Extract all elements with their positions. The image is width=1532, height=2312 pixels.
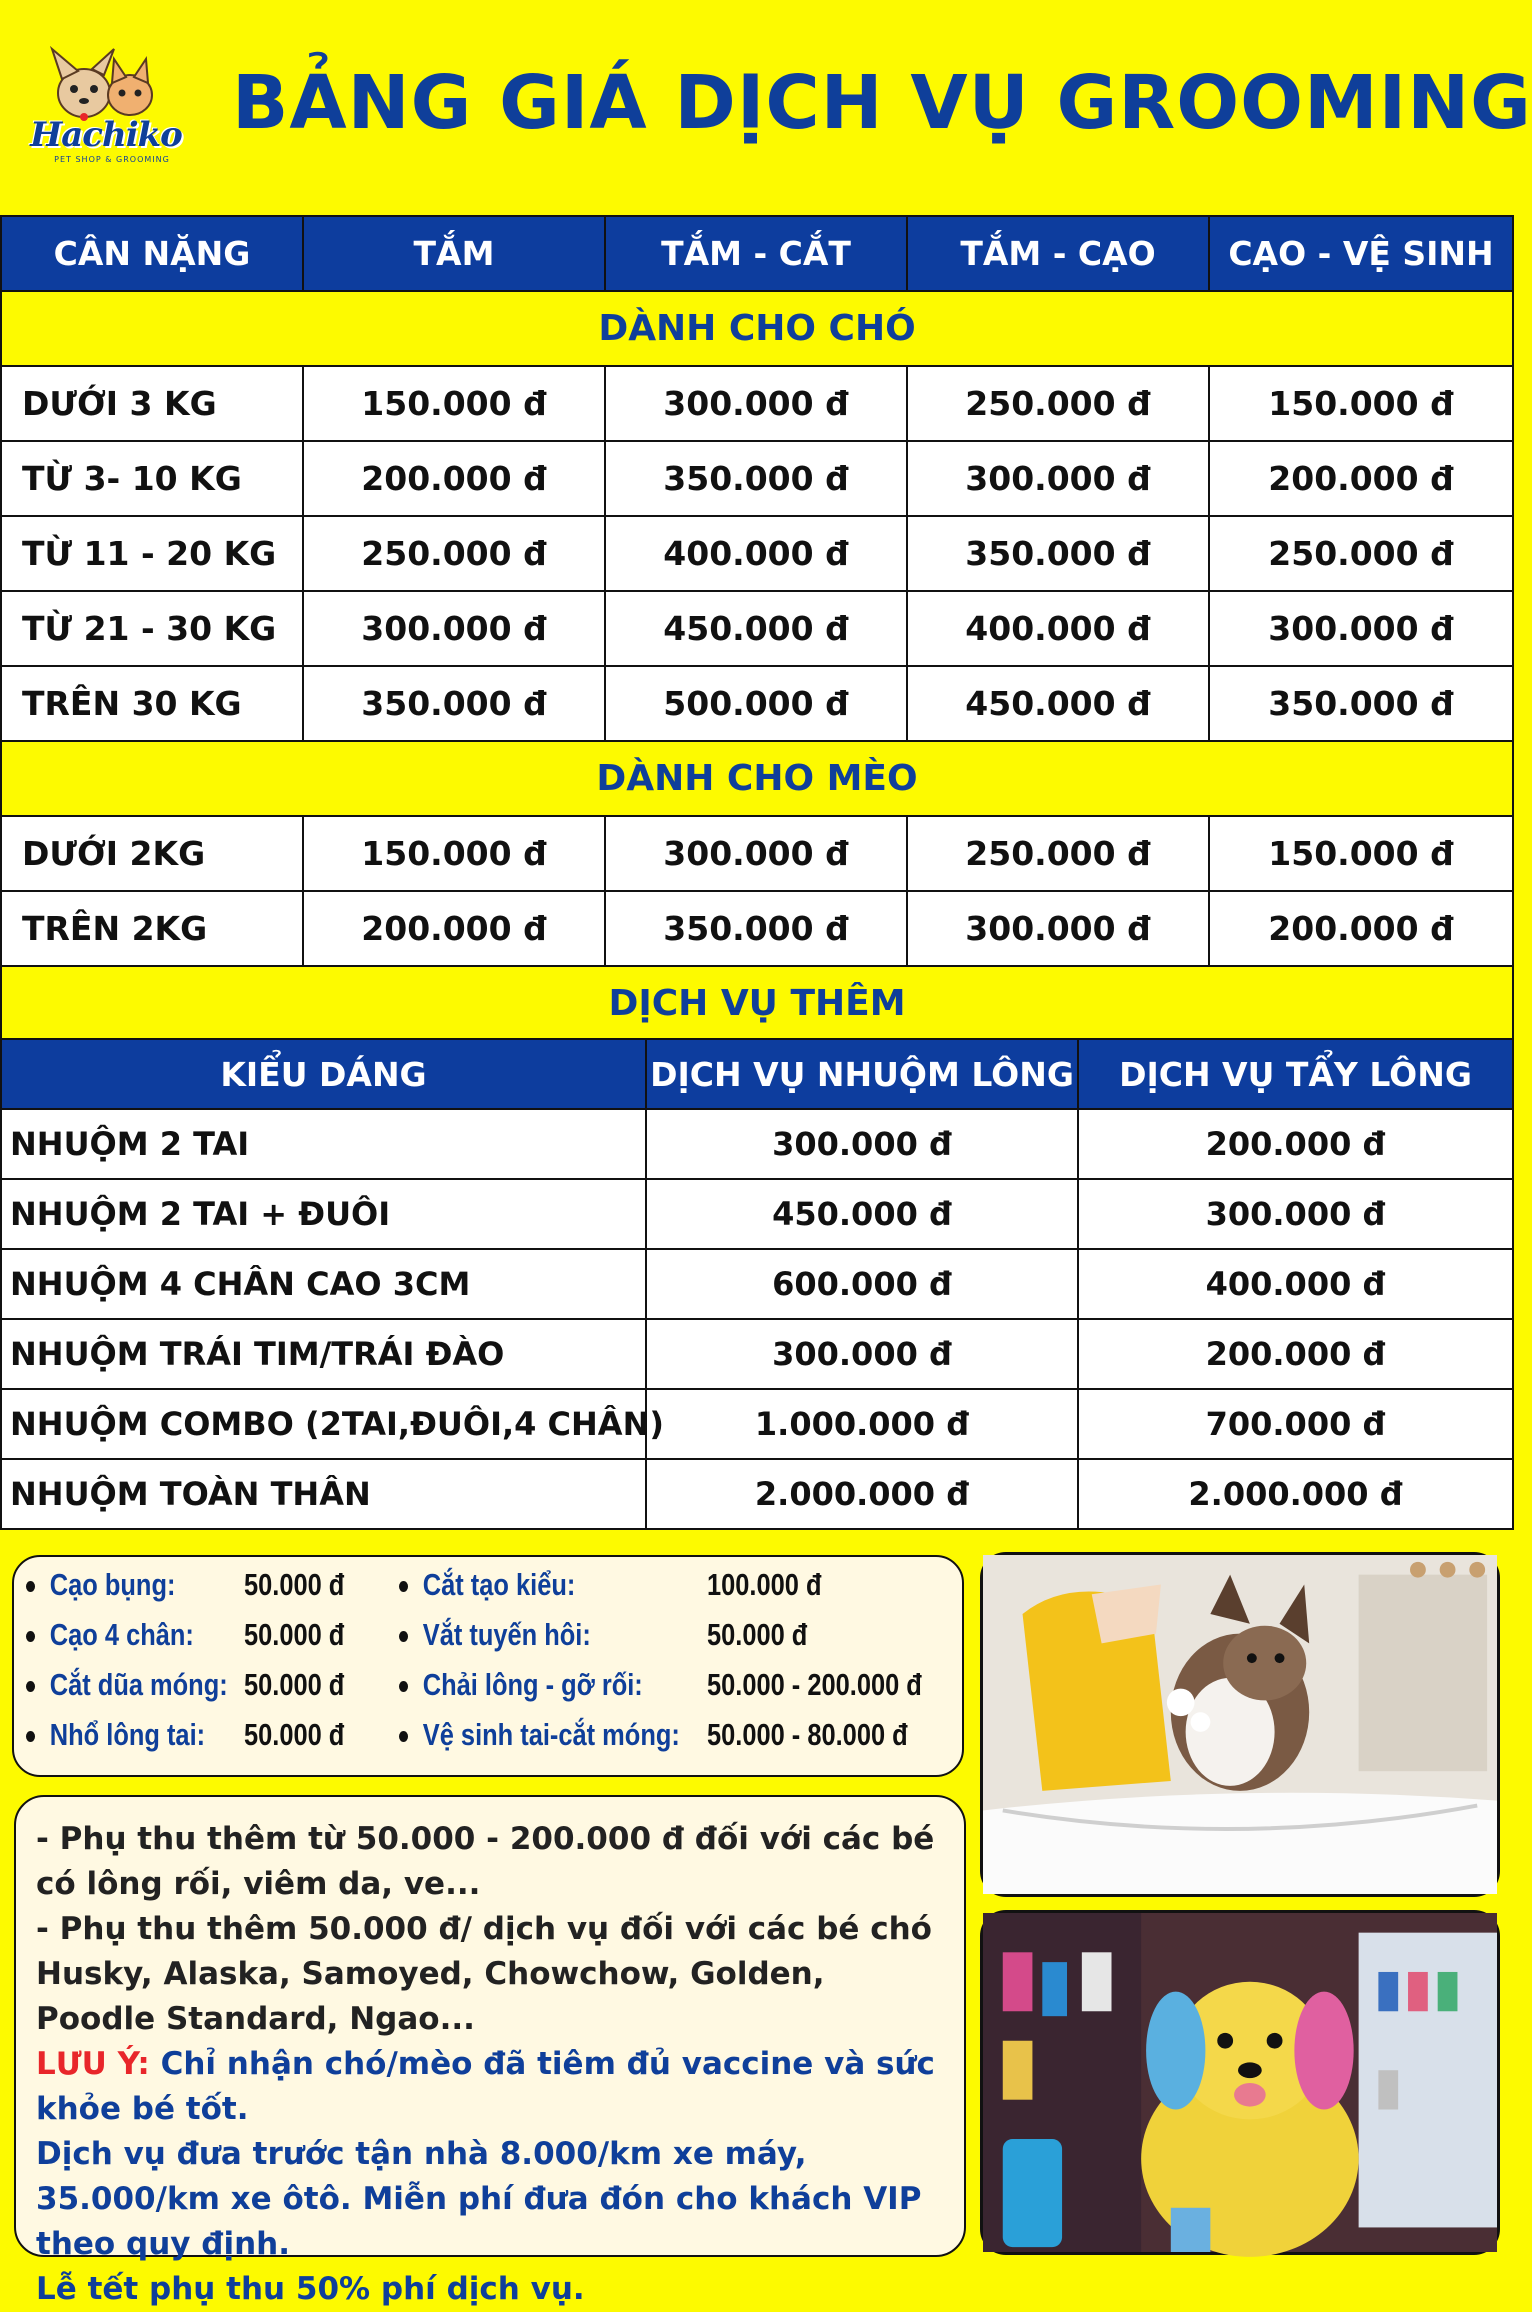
warning-label: LƯU Ý: [36,2046,150,2082]
list-item: Cắt tạo kiểu: [399,1567,575,1603]
weight-label: TỪ 21 - 30 KG [1,591,303,666]
brand-logo [22,45,187,165]
bullet-icon [399,1681,408,1692]
pickup-note: Dịch vụ đưa trước tận nhà 8.000/km xe máy, 35.000/km xe ôtô. Miễn phí đưa đón cho khách VIP theo quy định. [36,2136,922,2262]
price-cell: 350.000 đ [303,666,605,741]
price-cell: 350.000 đ [605,891,907,966]
price-cell: 700.000 đ [1078,1389,1513,1459]
extra-price: 50.000 đ [244,1617,345,1652]
table-row [1,1249,1513,1319]
price-cell: 200.000 đ [303,891,605,966]
style-label: NHUỘM TRÁI TIM/TRÁI ĐÀO [1,1319,646,1389]
price-cell: 200.000 đ [1078,1109,1513,1179]
price-cell: 300.000 đ [907,441,1209,516]
weight-label: TRÊN 30 KG [1,666,303,741]
price-cell: 1.000.000 đ [646,1389,1078,1459]
bullet-icon [26,1681,35,1692]
dog-bath-photo [980,1552,1500,1897]
header-style: KIỂU DÁNG [1,1039,646,1109]
weight-label: DƯỚI 2KG [1,816,303,891]
price-cell: 2.000.000 đ [646,1459,1078,1529]
dye-price-table [0,1038,1514,1530]
price-cell: 2.000.000 đ [1078,1459,1513,1529]
dyed-dog-photo [980,1910,1500,2255]
style-label: NHUỘM TOÀN THÂN [1,1459,646,1529]
table-row [1,891,1513,966]
table-row [1,1459,1513,1529]
list-item: Chải lông - gỡ rối: [399,1667,643,1703]
bullet-icon [26,1581,35,1592]
dog-bath-illustration [983,1555,1497,1894]
price-cell: 150.000 đ [1209,366,1513,441]
style-label: NHUỘM 4 CHÂN CAO 3CM [1,1249,646,1319]
surcharge-note: - Phụ thu thêm từ 50.000 - 200.000 đ đối với các bé có lông rối, viêm da, ve... [36,1821,935,1902]
breed-surcharge-note: - Phụ thu thêm 50.000 đ/ dịch vụ đối với các bé chó Husky, Alaska, Samoyed, Chowchow, Golden, Poodle Standard, Ngao... [36,1911,932,2037]
price-cell: 200.000 đ [1209,441,1513,516]
header-bleach: DỊCH VỤ TẨY LÔNG [1078,1039,1513,1109]
price-cell: 450.000 đ [605,591,907,666]
list-item: Vắt tuyến hôi: [399,1617,591,1653]
list-item: Nhổ lông tai: [26,1717,205,1753]
price-cell: 400.000 đ [605,516,907,591]
bullet-icon [26,1731,35,1742]
weight-label: TỪ 11 - 20 KG [1,516,303,591]
logo-wordmark: Hachiko [30,115,182,155]
price-cell: 600.000 đ [646,1249,1078,1319]
header-dye: DỊCH VỤ NHUỘM LÔNG [646,1039,1078,1109]
price-cell: 300.000 đ [1078,1179,1513,1249]
price-cell: 500.000 đ [605,666,907,741]
style-label: NHUỘM 2 TAI [1,1109,646,1179]
price-cell: 200.000 đ [1078,1319,1513,1389]
price-cell: 400.000 đ [1078,1249,1513,1319]
table-row [1,666,1513,741]
extra-price: 50.000 - 80.000 đ [707,1717,908,1752]
extra-price: 50.000 - 200.000 đ [707,1667,922,1702]
price-cell: 300.000 đ [1209,591,1513,666]
price-cell: 200.000 đ [303,441,605,516]
holiday-note: Lễ tết phụ thu 50% phí dịch vụ. [36,2271,585,2307]
price-cell: 250.000 đ [303,516,605,591]
pets-logo-icon [22,45,187,125]
extra-price: 50.000 đ [244,1667,345,1702]
price-cell: 350.000 đ [605,441,907,516]
table-row [1,591,1513,666]
price-cell: 300.000 đ [907,891,1209,966]
table-header-row [1,1039,1513,1109]
bullet-icon [26,1631,35,1642]
price-cell: 200.000 đ [1209,891,1513,966]
extra-services-box [12,1555,964,1777]
price-cell: 300.000 đ [646,1109,1078,1179]
weight-label: DƯỚI 3 KG [1,366,303,441]
style-label: NHUỘM 2 TAI + ĐUÔI [1,1179,646,1249]
warning-note [36,2042,946,2132]
bullet-icon [399,1731,408,1742]
list-item: Cắt dũa móng: [26,1667,228,1703]
list-item: Cạo 4 chân: [26,1617,194,1653]
table-row [1,1179,1513,1249]
price-cell: 150.000 đ [1209,816,1513,891]
table-row [1,1389,1513,1459]
price-cell: 300.000 đ [605,816,907,891]
list-item: Vệ sinh tai-cắt móng: [399,1717,680,1753]
header-bath-shave: TẮM - CẠO [907,216,1209,291]
style-label: NHUỘM COMBO (2TAI,ĐUÔI,4 CHÂN) [1,1389,646,1459]
price-cell: 300.000 đ [646,1319,1078,1389]
notes-box [14,1795,966,2307]
table-row [1,441,1513,516]
logo-tagline: PET SHOP & GROOMING [54,155,170,164]
extra-price: 50.000 đ [244,1567,345,1602]
dog-section-title: DÀNH CHO CHÓ [1,291,1513,366]
price-cell: 300.000 đ [605,366,907,441]
price-cell: 150.000 đ [303,366,605,441]
price-cell: 350.000 đ [1209,666,1513,741]
dyed-dog-illustration [983,1913,1497,2252]
warning-text: Chỉ nhận chó/mèo đã tiêm đủ vaccine và sức khỏe bé tốt. [36,2046,935,2127]
extra-price: 100.000 đ [707,1567,822,1602]
extra-price: 50.000 đ [707,1617,808,1652]
cat-section-title: DÀNH CHO MÈO [1,741,1513,816]
table-row [1,516,1513,591]
extra-section-title: DỊCH VỤ THÊM [1,966,1513,1041]
table-row [1,1319,1513,1389]
page-title: BẢNG GIÁ DỊCH VỤ GROOMING [232,60,1532,146]
price-cell: 300.000 đ [303,591,605,666]
weight-label: TỪ 3- 10 KG [1,441,303,516]
header-shave-clean: CẠO - VỆ SINH [1209,216,1513,291]
table-row [1,366,1513,441]
price-cell: 350.000 đ [907,516,1209,591]
table-header-row [1,216,1513,291]
grooming-price-table [0,215,1514,1042]
table-row [1,816,1513,891]
bullet-icon [399,1581,408,1592]
extra-price: 50.000 đ [244,1717,345,1752]
header-bath: TẮM [303,216,605,291]
list-item: Cạo bụng: [26,1567,175,1603]
header-bath-cut: TẮM - CẮT [605,216,907,291]
price-cell: 400.000 đ [907,591,1209,666]
table-row [1,1109,1513,1179]
price-cell: 450.000 đ [907,666,1209,741]
price-cell: 250.000 đ [1209,516,1513,591]
price-cell: 250.000 đ [907,366,1209,441]
price-cell: 150.000 đ [303,816,605,891]
bullet-icon [399,1631,408,1642]
weight-label: TRÊN 2KG [1,891,303,966]
header-weight: CÂN NẶNG [1,216,303,291]
price-cell: 250.000 đ [907,816,1209,891]
price-cell: 450.000 đ [646,1179,1078,1249]
